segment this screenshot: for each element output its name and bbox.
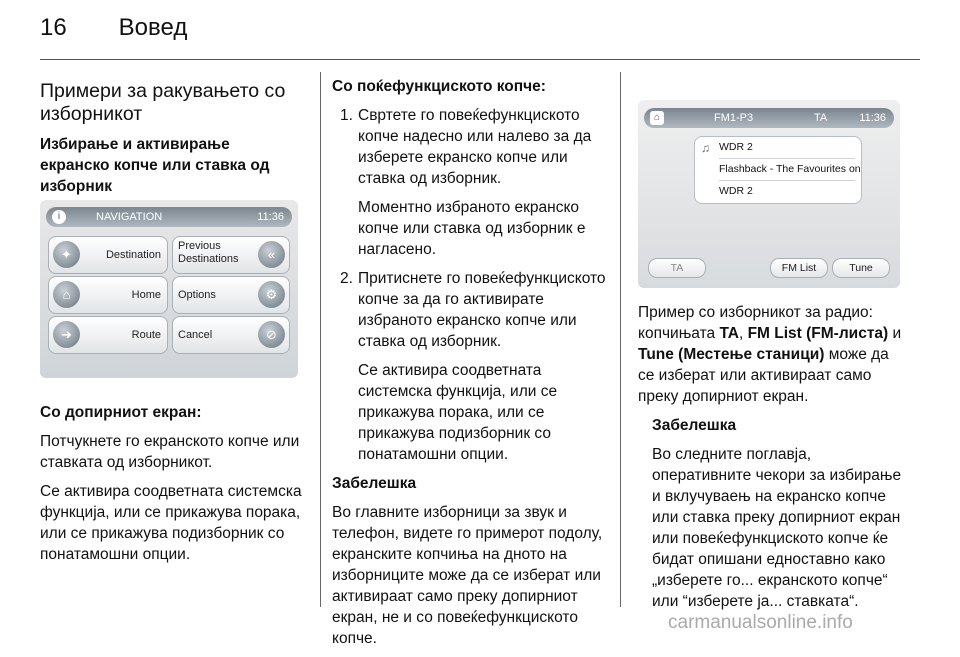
radio-caption: Пример со изборникот за радио: копчињата TA, FM List (FM-листа) и Tune (Местење станици) може да се изберат или активираат само преку допирниот екран.: [638, 304, 902, 405]
column-1: [40, 80, 302, 197]
column-divider-2: [620, 72, 621, 607]
note-text: Во главните изборници за звук и телефон, видете го примерот подолу, екранските копчиња на дното на изборниците може да се изберат или активираат само преку допирниот екран, не и со повеќефункциското копче.: [332, 504, 603, 647]
column-divider-1: [320, 72, 321, 607]
options-button[interactable]: Options ⚙: [172, 276, 290, 314]
page-number: 16: [40, 14, 67, 41]
route-button[interactable]: ➜ Route: [48, 316, 168, 354]
rewind-icon: «: [258, 241, 285, 268]
column-1-lower: [40, 402, 302, 573]
ta-button[interactable]: TA: [648, 258, 706, 278]
radio-screen-illustration: [638, 100, 900, 288]
music-note-icon: ♫: [701, 141, 710, 155]
column-2: [332, 76, 608, 657]
touchscreen-caption: Со допирниот екран:: [40, 404, 202, 421]
tune-button[interactable]: Tune: [832, 258, 890, 278]
station-item[interactable]: WDR 2: [719, 141, 753, 153]
section-title: Вовед: [118, 14, 188, 41]
radio-time: 11:36: [859, 112, 886, 124]
gear-icon: ⚙: [258, 281, 285, 308]
column-3: [638, 302, 908, 620]
destination-icon: ✦: [53, 241, 80, 268]
cancel-icon: ⊘: [258, 321, 285, 348]
home-icon: ⌂: [650, 111, 664, 125]
navigation-screen-illustration: [40, 200, 298, 378]
note-title: Забелешка: [332, 475, 417, 492]
nav-time: 11:36: [257, 211, 284, 223]
note-block: [638, 415, 908, 612]
note-title-2: Забелешка: [652, 417, 737, 434]
station-list: [694, 136, 862, 204]
touchscreen-para-1: Потчукнете го екранското копче или ставката од изборникот.: [40, 433, 300, 471]
route-icon: ➜: [53, 321, 80, 348]
station-item[interactable]: WDR 2: [719, 185, 753, 197]
note-text-2: Во следните поглавја, оперативните чекори за избирање и вклучуваењ на екранско копче или ставка преку допирниот екран или повеќефункциското копче ќе бидат опишани едноставно како „изберете го... екранското копче“ или “изберете ја... ставката“.: [652, 446, 902, 610]
cancel-button[interactable]: Cancel ⊘: [172, 316, 290, 354]
touchscreen-para-2: Се активира соодветната системска функција, или се прикажува порака, или се прикажува подизборник со понатамошни опции.: [40, 483, 302, 563]
previous-destinations-button[interactable]: Previous Destinations «: [172, 236, 290, 274]
page-header: [40, 14, 187, 42]
multifunction-heading: Со поќефункциското копче:: [332, 78, 546, 95]
watermark: carmanualsonline.info: [668, 612, 853, 633]
step-1: 1. Свртете го повеќефункциското копче надесно или налево за да изберете екранско копче или ставка од изборник. Моментно избраното екранско копче или ставка од изборник е нагласено.: [340, 107, 592, 258]
home-icon: ⌂: [53, 281, 80, 308]
station-item[interactable]: Flashback - The Favourites on: [719, 163, 861, 175]
nav-title: NAVIGATION: [96, 211, 163, 223]
nav-title-bar: [46, 207, 292, 227]
radio-band: FM1-P3: [714, 112, 754, 124]
radio-ta-indicator: TA: [814, 112, 828, 124]
step-2: 2. Притиснете го повеќефункциското копче за да го активирате избраното екранско копче или ставка од изборник. Се активира соодветната системска функција, или се прикажува порака, или се прикажува подизборник со понатамошни опции.: [340, 270, 606, 463]
fm-list-button[interactable]: FM List: [770, 258, 828, 278]
destination-button[interactable]: ✦ Destination: [48, 236, 168, 274]
home-button[interactable]: ⌂ Home: [48, 276, 168, 314]
steps-list: [332, 105, 608, 465]
subheading: Избирање и активирање екранско копче или ставка од изборник: [40, 136, 270, 195]
info-icon: i: [52, 210, 66, 224]
radio-title-bar: [644, 108, 894, 128]
header-rule: [40, 59, 920, 60]
section-heading: Примери за ракувањето со изборникот: [40, 80, 286, 125]
